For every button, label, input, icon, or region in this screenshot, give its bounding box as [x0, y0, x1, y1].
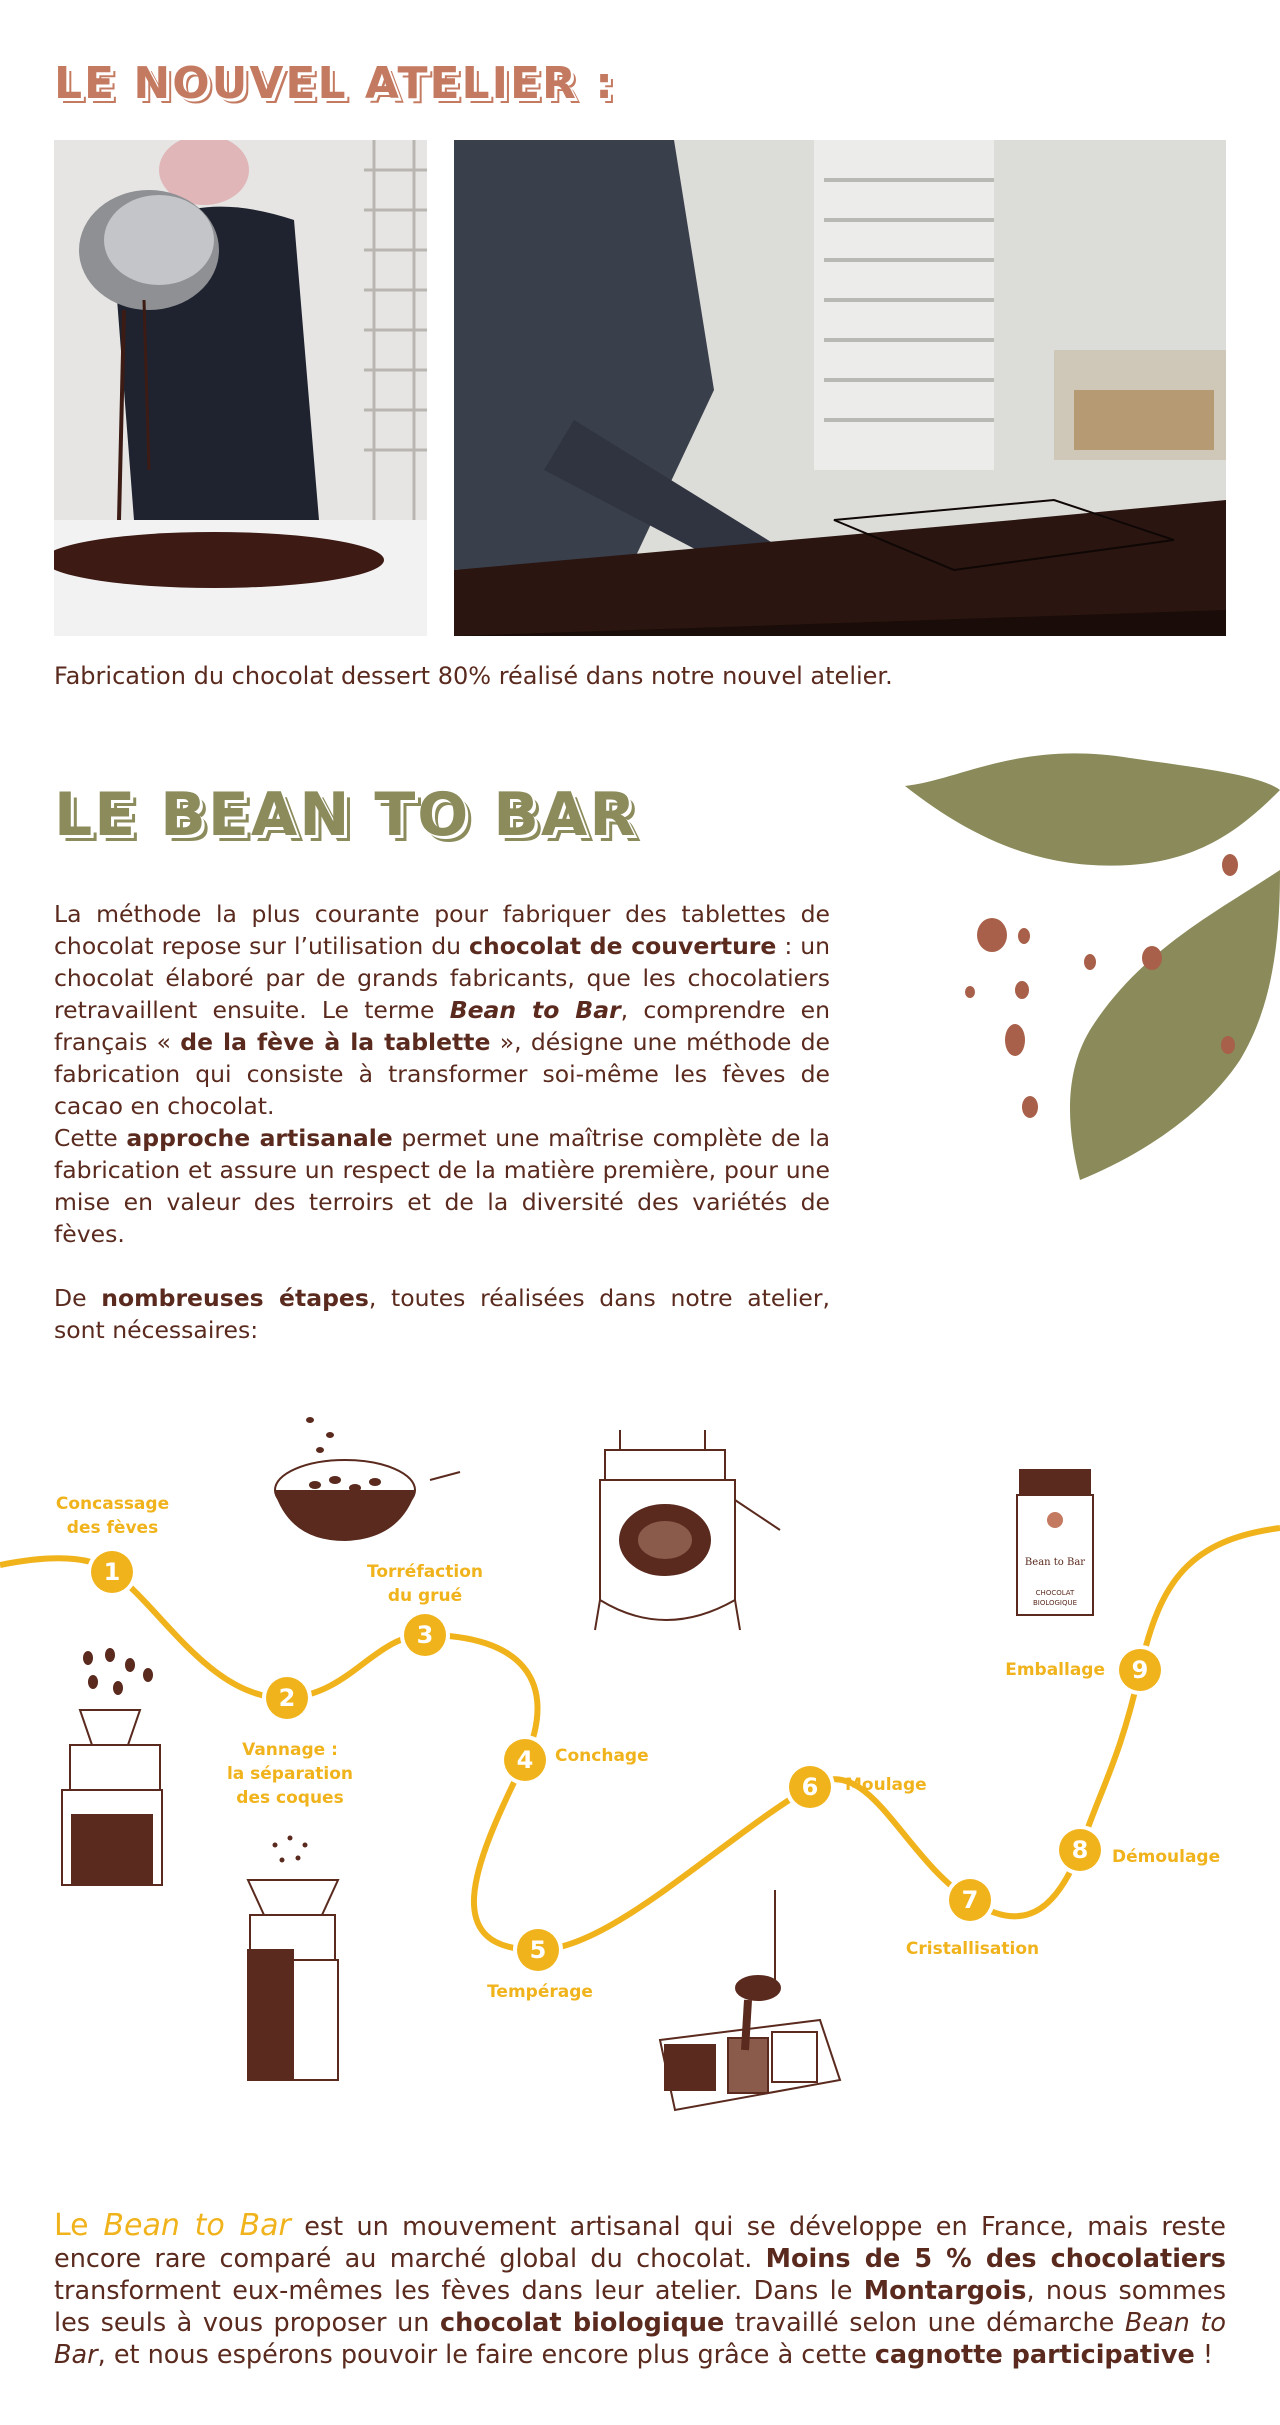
text: : un chocolat élaboré par de grands fabricants, que les chocolatiers retravaillent ensuite. Le terme	[54, 932, 830, 1024]
step-number: 3	[416, 1621, 434, 1649]
conche-machine-illustration	[595, 1430, 780, 1630]
chocolate-bar-package-illustration	[1017, 1470, 1093, 1615]
emphasis: Bean to Bar	[449, 996, 621, 1024]
text: transforment eux-mêmes les fèves dans leur atelier. Dans le	[54, 2276, 864, 2306]
section-title-atelier: LE NOUVEL ATELIER :	[54, 58, 615, 109]
step-marker-2	[266, 1677, 308, 1719]
emphasis: chocolat de couverture	[469, 932, 777, 960]
emphasis: approche artisanale	[126, 1124, 393, 1152]
paragraph-1	[54, 898, 830, 1122]
emphasis: Moins de 5 % des chocolatiers	[765, 2244, 1226, 2274]
step-number: 8	[1071, 1836, 1089, 1864]
section-title-bean-to-bar: LE BEAN TO BAR	[54, 780, 638, 850]
emphasis-italic: Bean to Bar	[54, 2308, 1226, 2370]
emphasis: cagnotte participative	[874, 2340, 1195, 2370]
step-number: 7	[961, 1886, 979, 1914]
step-number: 5	[529, 1936, 547, 1964]
step-number: 9	[1131, 1656, 1149, 1684]
text: Cette	[54, 1124, 127, 1152]
emphasis: Montargois	[863, 2276, 1027, 2306]
bar-label-bio: BIOLOGIQUE	[1032, 1599, 1078, 1607]
text: La méthode la plus courante pour fabriquer des tablettes de chocolat repose sur l’utilisation du	[54, 900, 830, 960]
text: , nous sommes les seuls à vous proposer un	[54, 2276, 1226, 2338]
bottom-conclusion	[54, 2210, 1226, 2371]
step-marker-1	[91, 1551, 133, 1593]
step-label-3: Torréfaction du grué	[367, 1562, 483, 1606]
step-label-7: Cristallisation	[905, 1939, 1040, 1959]
conclusion-paragraph	[54, 2210, 1226, 2371]
emphasis: de la fève à la tablette	[180, 1028, 491, 1056]
step-label-1: Concassage des fèves	[55, 1494, 170, 1538]
step-marker-7	[949, 1879, 991, 1921]
grinder-illustration	[62, 1648, 162, 1885]
step-marker-3	[404, 1614, 446, 1656]
text: , et nous espérons pouvoir le faire encore plus grâce à cette	[97, 2340, 875, 2370]
step-label-4: Conchage	[555, 1746, 649, 1766]
text: travaillé selon une démarche	[724, 2308, 1125, 2338]
step-label-2: Vannage : la séparation des coques	[226, 1740, 354, 1808]
step-marker-6	[789, 1766, 831, 1808]
step-marker-8	[1059, 1829, 1101, 1871]
step-label-6: Moulage	[845, 1775, 927, 1795]
bean-to-bar-description	[54, 898, 830, 1346]
text: permet une maîtrise complète de la fabrication et assure un respect de la matière première, pour une mise en valeur des terroirs et de la diversité des variétés de fèves.	[54, 1124, 830, 1248]
step-marker-5	[517, 1929, 559, 1971]
emphasis: chocolat biologique	[439, 2308, 725, 2338]
bar-label-script: Bean to Bar	[1024, 1557, 1086, 1568]
step-label-8: Démoulage	[1112, 1847, 1221, 1867]
process-diagram	[0, 1390, 1280, 2130]
text: », désigne une méthode de fabrication qui consiste à transformer soi-même les fèves de cacao en chocolat.	[54, 1028, 830, 1120]
step-number: 4	[516, 1746, 534, 1774]
bar-label-chocolat: CHOCOLAT	[1035, 1589, 1075, 1597]
step-number: 1	[103, 1558, 121, 1586]
step-number: 2	[278, 1684, 296, 1712]
roasting-pan-illustration	[275, 1417, 460, 1540]
paragraph-3	[54, 1282, 830, 1346]
step-marker-4	[504, 1739, 546, 1781]
step-label-5: Tempérage	[487, 1982, 593, 2002]
text: De	[54, 1284, 102, 1312]
step-marker-9	[1119, 1649, 1161, 1691]
step-label-9: Emballage	[1005, 1660, 1105, 1680]
emphasis: nombreuses étapes	[101, 1284, 369, 1312]
winnower-illustration	[248, 1836, 338, 2081]
text: !	[1194, 2340, 1214, 2370]
cocoa-leaf-decoration	[900, 750, 1280, 1190]
text: , comprendre en français «	[54, 996, 830, 1056]
ladle-mould-illustration	[660, 1890, 840, 2110]
step-number: 6	[801, 1773, 819, 1801]
text: , toutes réalisées dans notre atelier, sont nécessaires:	[54, 1284, 830, 1344]
lead-prefix: Le	[54, 2208, 104, 2243]
photo-caption: Fabrication du chocolat dessert 80% réalisé dans notre nouvel atelier.	[54, 662, 893, 690]
photo-pouring-chocolate	[54, 140, 427, 636]
photo-tempering-chocolate	[454, 140, 1226, 636]
text: est un mouvement artisanal qui se développe en France, mais reste encore rare comparé au marché global du chocolat.	[54, 2212, 1226, 2274]
lead-emphasis: Bean to Bar	[103, 2208, 291, 2243]
paragraph-2	[54, 1122, 830, 1250]
